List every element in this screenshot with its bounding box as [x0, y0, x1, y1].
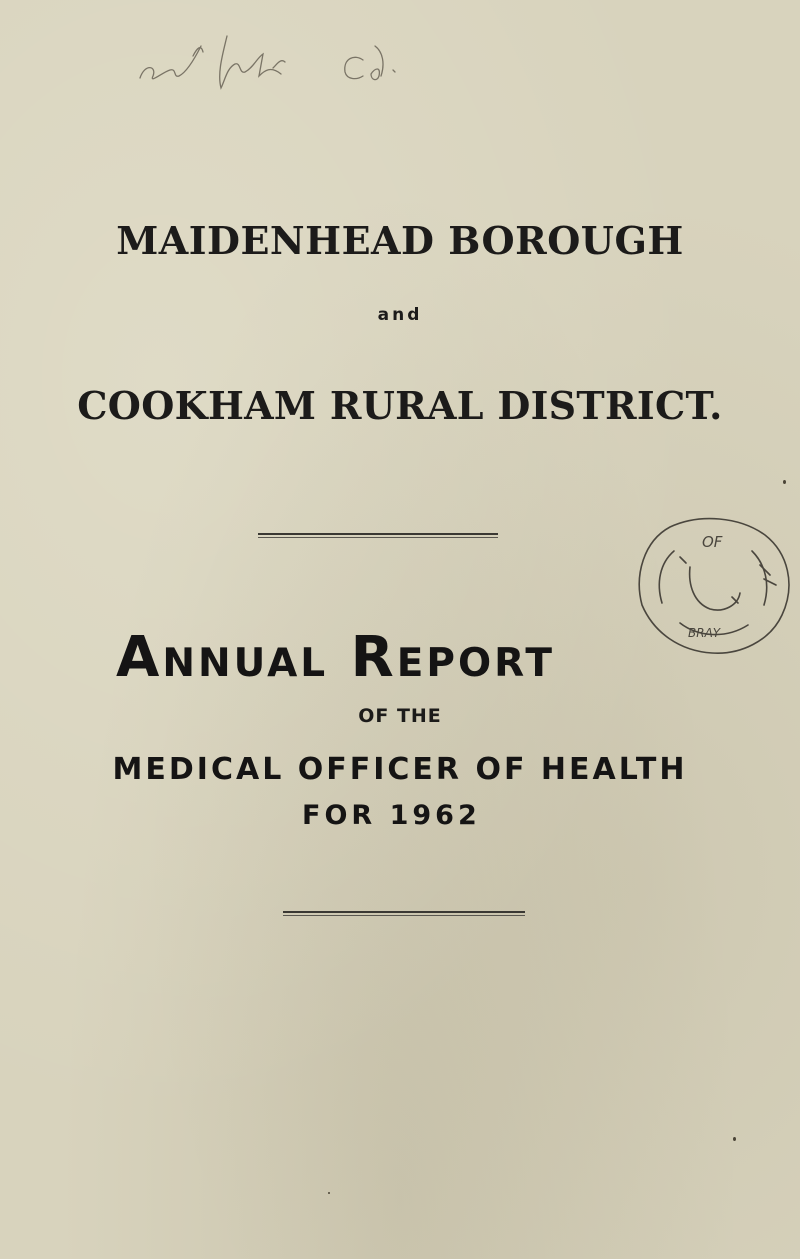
district-name: COOKHAM RURAL DISTRICT. [77, 383, 723, 428]
report-title: Annual Report [116, 625, 555, 690]
borough-name: MAIDENHEAD BOROUGH [116, 218, 684, 263]
paper-speck [328, 1192, 330, 1194]
report-subject: MEDICAL OFFICER OF HEALTH [112, 752, 688, 787]
seal-text-bottom: BRAY [688, 626, 721, 640]
top-divider [258, 533, 498, 535]
of-the-label: OF THE [358, 705, 442, 727]
seal-text-top: OF [702, 533, 723, 551]
report-year: FOR 1962 [302, 800, 481, 831]
paper-speck [733, 1137, 736, 1141]
bottom-divider [283, 911, 525, 913]
connector-and: and [377, 305, 423, 325]
paper-speck [783, 480, 786, 484]
borough-seal-icon [620, 505, 800, 665]
handwritten-annotation [135, 18, 425, 98]
